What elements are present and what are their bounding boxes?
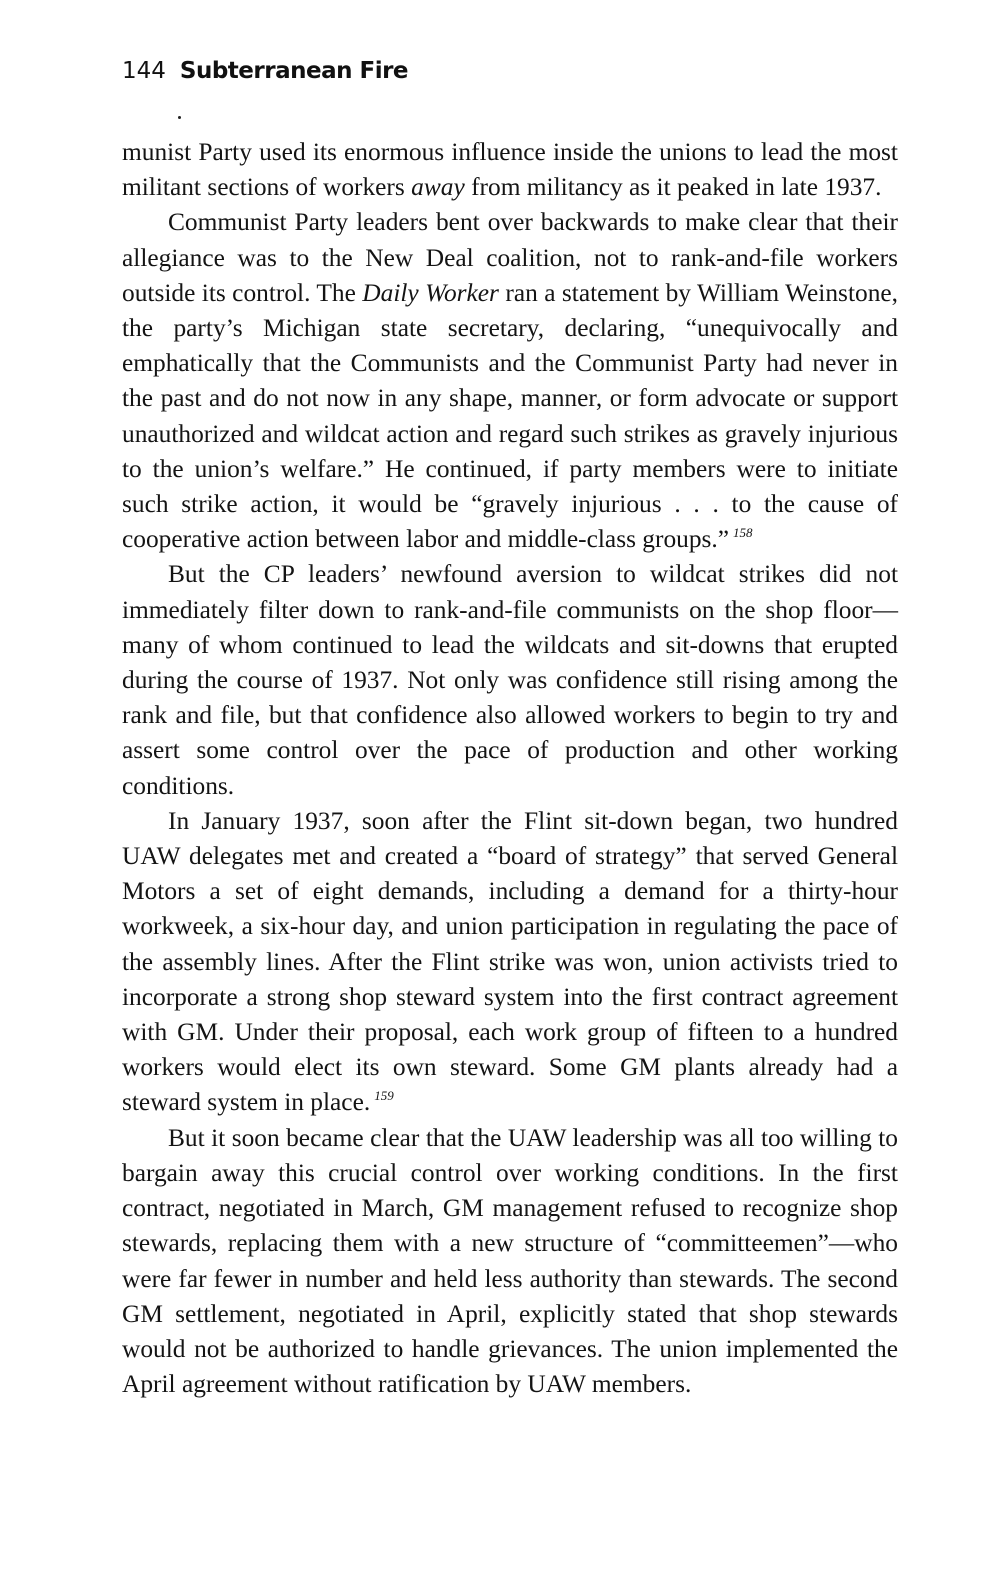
footnote-ref-159: 159 [374,1088,394,1104]
newspaper-title: Daily Worker [362,278,499,307]
body-text [122,135,898,1402]
paragraph-2-text-a: Communist Party leaders bent over backwards to make clear that their allegiance was to the New Deal coalition, not to rank-and-file workers outside its control. The [122,208,898,307]
paragraph-5: But it soon became clear that the UAW leadership was all too willing to bargain away this crucial control over working conditions. In the first contract, negotiated in March, GM management refused to recognize shop stewards, replacing them with a new structure of “committeemen”—who were far fewer in number and held less authority than stewards. The second GM settlement, negotiated in April, explicitly stated that shop stewards would not be authorized to handle grievances. The union implemented the April agreement without ratification by UAW members. [122,1123,898,1399]
paragraph-3: But the CP leaders’ newfound aversion to wildcat strikes did not immediately filter down to rank-and-file communists on the shop floor—many of whom continued to lead the wildcats and sit-downs that erupted during the course of 1937. Not only was confidence still rising among the rank and file, but that confidence also allowed workers to begin to try and assert some control over the pace of production and other working conditions. [122,560,898,800]
footnote-ref-158: 158 [733,525,753,541]
stray-ink-dot [178,116,181,119]
page-number: 144 [122,58,166,84]
paragraph-1-tail: from militancy as it peaked in late 1937. [464,173,882,202]
book-title: Subterranean Fire [179,58,409,84]
paragraph-2-text-c: ran a statement by William Weinstone, the party’s Michigan state secretary, declaring, “unequivocally and emphatically that the Communists and the Communist Party had never in the past and do not now in any shape, manner, or form advocate or support unauthorized and wildcat action and regard such strikes as gravely injurious to the union’s welfare.” He continued, if party members were to initiate such strike action, it would be “gravely injurious . . . to the cause of cooperative action between labor and middle-class groups.” [122,278,899,554]
paragraph-1-text: munist Party used its enormous influence inside the unions to lead the most militant sections of workers [122,138,898,202]
paragraph-2 [122,205,898,557]
paragraph-4 [122,804,898,1121]
paragraph-1 [122,135,898,205]
running-head [122,56,408,86]
emphasis-away: away [411,173,465,202]
paragraph-4-text: In January 1937, soon after the Flint sit-down began, two hundred UAW delegates met and created a “board of strategy” that served General Motors a set of eight demands, including a demand for a thirty-hour workweek, a six-hour day, and union participation in regulating the pace of the assembly lines. After the Flint strike was won, union activists tried to incorporate a strong shop steward system into the first contract agreement with GM. Under their proposal, each work group of fifteen to a hundred workers would elect its own steward. Some GM plants already had a steward system in place. [122,806,898,1117]
